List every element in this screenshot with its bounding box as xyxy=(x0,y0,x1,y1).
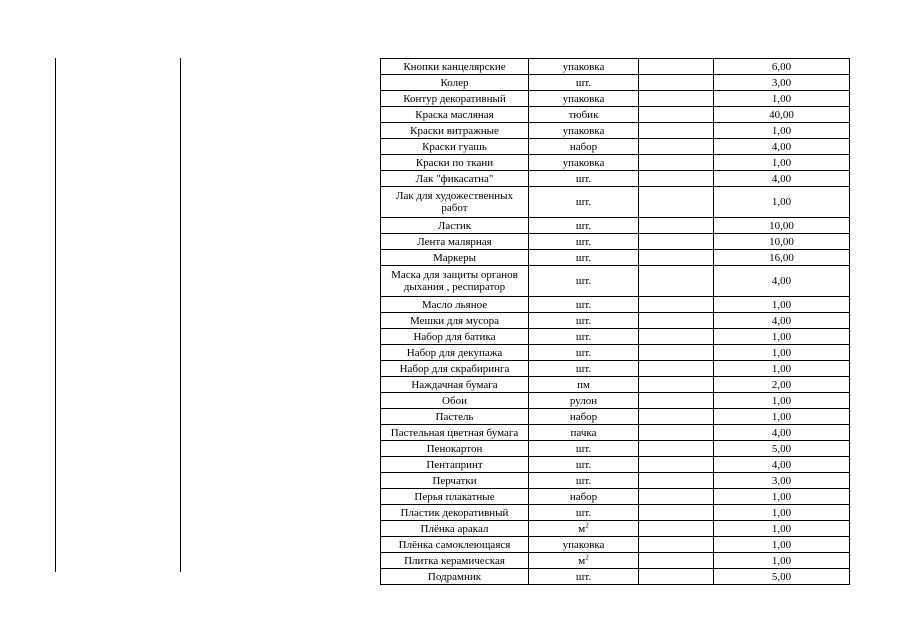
item-name-cell: Маркеры xyxy=(381,250,529,266)
empty-cell xyxy=(639,361,714,377)
unit-cell xyxy=(529,521,639,537)
table-row xyxy=(381,393,850,409)
table-row xyxy=(381,139,850,155)
unit-cell xyxy=(529,361,639,377)
unit-text: шт. xyxy=(575,442,592,455)
quantity-cell: 10,00 xyxy=(714,234,850,250)
table-row xyxy=(381,266,850,297)
quantity-cell: 1,00 xyxy=(714,345,850,361)
unit-cell xyxy=(529,187,639,218)
empty-cell xyxy=(639,250,714,266)
table-row xyxy=(381,187,850,218)
empty-cell xyxy=(639,107,714,123)
empty-cell xyxy=(639,139,714,155)
quantity-cell: 3,00 xyxy=(714,75,850,91)
empty-cell xyxy=(639,425,714,441)
empty-cell xyxy=(639,409,714,425)
empty-cell xyxy=(639,553,714,569)
item-name-cell: Перья плакатные xyxy=(381,489,529,505)
unit-cell xyxy=(529,425,639,441)
item-name-cell: Перчатки xyxy=(381,473,529,489)
table-row xyxy=(381,91,850,107)
item-name-cell: Мешки для мусора xyxy=(381,313,529,329)
empty-cell xyxy=(639,313,714,329)
quantity-cell: 4,00 xyxy=(714,313,850,329)
empty-cell xyxy=(639,441,714,457)
table-row xyxy=(381,425,850,441)
quantity-cell: 40,00 xyxy=(714,107,850,123)
unit-cell xyxy=(529,537,639,553)
table-row xyxy=(381,297,850,313)
empty-cell xyxy=(639,537,714,553)
unit-cell xyxy=(529,155,639,171)
unit-cell xyxy=(529,345,639,361)
unit-text: шт. xyxy=(575,172,592,185)
item-name-cell: Краска масляная xyxy=(381,107,529,123)
unit-cell xyxy=(529,139,639,155)
unit-cell xyxy=(529,553,639,569)
table-row xyxy=(381,537,850,553)
empty-cell xyxy=(639,457,714,473)
empty-cell xyxy=(639,505,714,521)
unit-text: набор xyxy=(569,410,598,423)
item-name-cell: Пенокартон xyxy=(381,441,529,457)
empty-cell xyxy=(639,171,714,187)
left-column-line xyxy=(180,58,181,572)
item-name-cell: Контур декоративный xyxy=(381,91,529,107)
unit-cell xyxy=(529,473,639,489)
table-row xyxy=(381,569,850,585)
empty-cell xyxy=(639,218,714,234)
unit-text: набор xyxy=(569,490,598,503)
empty-cell xyxy=(639,266,714,297)
unit-cell xyxy=(529,234,639,250)
quantity-cell: 1,00 xyxy=(714,297,850,313)
quantity-cell: 4,00 xyxy=(714,425,850,441)
unit-cell xyxy=(529,59,639,75)
unit-text: м xyxy=(578,554,586,567)
table-row xyxy=(381,521,850,537)
quantity-cell: 6,00 xyxy=(714,59,850,75)
unit-text: шт. xyxy=(575,314,592,327)
table-row xyxy=(381,329,850,345)
item-name-cell: Пластик декоративный xyxy=(381,505,529,521)
unit-cell xyxy=(529,91,639,107)
quantity-cell: 1,00 xyxy=(714,393,850,409)
table-row xyxy=(381,59,850,75)
unit-text: шт. xyxy=(575,362,592,375)
table-row xyxy=(381,313,850,329)
item-name-cell: Плёнка самоклеющаяся xyxy=(381,537,529,553)
empty-cell xyxy=(639,329,714,345)
unit-superscript: 2 xyxy=(585,520,589,529)
empty-cell xyxy=(639,75,714,91)
empty-cell xyxy=(639,345,714,361)
unit-text: пм xyxy=(577,378,590,391)
quantity-cell: 1,00 xyxy=(714,123,850,139)
item-name-cell: Набор для скрабиринга xyxy=(381,361,529,377)
quantity-cell: 1,00 xyxy=(714,521,850,537)
unit-cell xyxy=(529,393,639,409)
empty-cell xyxy=(639,377,714,393)
quantity-cell: 1,00 xyxy=(714,505,850,521)
item-name-cell: Кнопки канцелярские xyxy=(381,59,529,75)
materials-table xyxy=(380,58,850,585)
item-name-cell: Плитка керамическая xyxy=(381,553,529,569)
unit-cell xyxy=(529,107,639,123)
empty-cell xyxy=(639,187,714,218)
unit-text: шт. xyxy=(575,474,592,487)
item-name-cell: Пентапринт xyxy=(381,457,529,473)
unit-cell xyxy=(529,75,639,91)
unit-cell xyxy=(529,441,639,457)
unit-text: упаковка xyxy=(562,60,605,73)
unit-cell xyxy=(529,457,639,473)
empty-cell xyxy=(639,489,714,505)
quantity-cell: 1,00 xyxy=(714,155,850,171)
table-row xyxy=(381,457,850,473)
unit-superscript: 2 xyxy=(585,552,589,561)
unit-cell xyxy=(529,409,639,425)
item-name-cell: Лак "фикасатна" xyxy=(381,171,529,187)
left-margin-line xyxy=(55,58,56,572)
table-row xyxy=(381,123,850,139)
empty-cell xyxy=(639,155,714,171)
empty-cell xyxy=(639,91,714,107)
item-name-cell: Ластик xyxy=(381,218,529,234)
item-name-cell: Наждачная бумага xyxy=(381,377,529,393)
quantity-cell: 4,00 xyxy=(714,266,850,297)
quantity-cell: 1,00 xyxy=(714,489,850,505)
item-name-cell: Плёнка аракал xyxy=(381,521,529,537)
unit-text: набор xyxy=(569,140,598,153)
item-name-cell: Пастель xyxy=(381,409,529,425)
item-name-cell: Маска для защиты органов дыхания , респиратор xyxy=(381,266,529,297)
unit-cell xyxy=(529,250,639,266)
empty-cell xyxy=(639,473,714,489)
item-name-cell: Набор для декупажа xyxy=(381,345,529,361)
table-row xyxy=(381,250,850,266)
table-row xyxy=(381,377,850,393)
empty-cell xyxy=(639,521,714,537)
quantity-cell: 5,00 xyxy=(714,569,850,585)
unit-cell xyxy=(529,569,639,585)
quantity-cell: 1,00 xyxy=(714,361,850,377)
item-name-cell: Краски витражные xyxy=(381,123,529,139)
unit-cell xyxy=(529,266,639,297)
unit-text: упаковка xyxy=(562,92,605,105)
unit-cell xyxy=(529,377,639,393)
table-row xyxy=(381,489,850,505)
unit-cell xyxy=(529,297,639,313)
unit-cell xyxy=(529,489,639,505)
table-row xyxy=(381,553,850,569)
quantity-cell: 16,00 xyxy=(714,250,850,266)
unit-text: шт. xyxy=(575,275,592,287)
table-row xyxy=(381,218,850,234)
unit-text: шт. xyxy=(575,76,592,89)
table-row xyxy=(381,441,850,457)
empty-cell xyxy=(639,234,714,250)
unit-text: шт. xyxy=(575,235,592,248)
item-name-cell: Лента малярная xyxy=(381,234,529,250)
table-row xyxy=(381,505,850,521)
empty-cell xyxy=(639,59,714,75)
empty-cell xyxy=(639,569,714,585)
unit-text: шт. xyxy=(575,570,592,583)
unit-text: тюбик xyxy=(568,108,599,121)
quantity-cell: 4,00 xyxy=(714,171,850,187)
quantity-cell: 1,00 xyxy=(714,91,850,107)
quantity-cell: 2,00 xyxy=(714,377,850,393)
unit-text: упаковка xyxy=(562,124,605,137)
item-name-cell: Подрамник xyxy=(381,569,529,585)
unit-text: м xyxy=(578,522,586,535)
unit-text: шт. xyxy=(575,196,592,208)
item-name-cell: Краски гуашь xyxy=(381,139,529,155)
unit-text: шт. xyxy=(575,346,592,359)
unit-text: упаковка xyxy=(562,156,605,169)
item-name-cell: Масло льяное xyxy=(381,297,529,313)
empty-cell xyxy=(639,393,714,409)
quantity-cell: 1,00 xyxy=(714,537,850,553)
item-name-cell: Набор для батика xyxy=(381,329,529,345)
table-row xyxy=(381,234,850,250)
empty-cell xyxy=(639,123,714,139)
empty-cell xyxy=(639,297,714,313)
table-row xyxy=(381,409,850,425)
item-name-cell: Лак для художественных работ xyxy=(381,187,529,218)
table-row xyxy=(381,155,850,171)
table-row xyxy=(381,361,850,377)
item-name-cell: Колер xyxy=(381,75,529,91)
unit-cell xyxy=(529,123,639,139)
quantity-cell: 1,00 xyxy=(714,553,850,569)
materials-table-body xyxy=(381,59,850,585)
unit-text: шт. xyxy=(575,298,592,311)
unit-cell xyxy=(529,505,639,521)
quantity-cell: 5,00 xyxy=(714,441,850,457)
quantity-cell: 4,00 xyxy=(714,457,850,473)
item-name-cell: Пастельная цветная бумага xyxy=(381,425,529,441)
item-name-cell: Обои xyxy=(381,393,529,409)
quantity-cell: 1,00 xyxy=(714,329,850,345)
quantity-cell: 1,00 xyxy=(714,409,850,425)
unit-text: шт. xyxy=(575,330,592,343)
quantity-cell: 4,00 xyxy=(714,139,850,155)
unit-text: рулон xyxy=(569,394,598,407)
unit-text: шт. xyxy=(575,458,592,471)
unit-text: шт. xyxy=(575,506,592,519)
unit-cell xyxy=(529,329,639,345)
unit-cell xyxy=(529,313,639,329)
table-row xyxy=(381,345,850,361)
table-row xyxy=(381,171,850,187)
unit-text: шт. xyxy=(575,251,592,264)
unit-cell xyxy=(529,218,639,234)
unit-cell xyxy=(529,171,639,187)
table-row xyxy=(381,75,850,91)
unit-text: шт. xyxy=(575,219,592,232)
table-row xyxy=(381,473,850,489)
quantity-cell: 10,00 xyxy=(714,218,850,234)
item-name-cell: Краски по ткани xyxy=(381,155,529,171)
quantity-cell: 1,00 xyxy=(714,187,850,218)
quantity-cell: 3,00 xyxy=(714,473,850,489)
unit-text: пачка xyxy=(570,426,597,439)
table-row xyxy=(381,107,850,123)
unit-text: упаковка xyxy=(562,538,605,551)
